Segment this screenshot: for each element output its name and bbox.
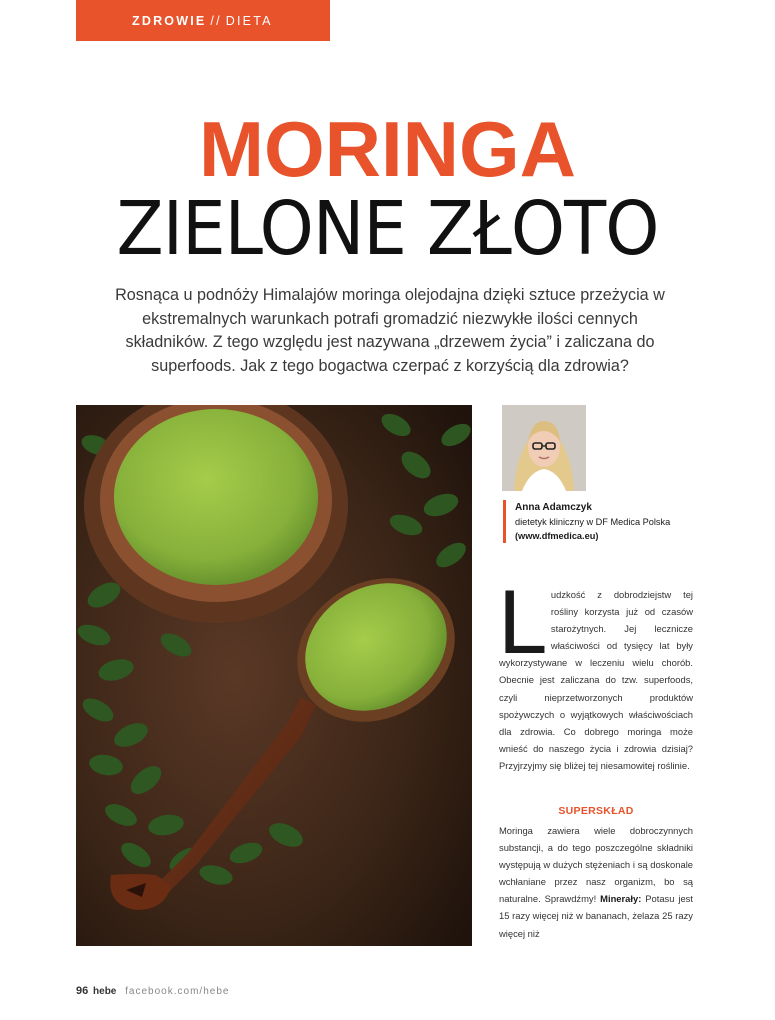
author-info <box>503 500 715 543</box>
author-website: (www.dfmedica.eu) <box>515 531 599 541</box>
article-section <box>499 822 693 942</box>
category-sub: DIETA <box>225 13 273 28</box>
page-footer <box>76 985 229 997</box>
category-banner <box>76 0 330 41</box>
moringa-photo <box>76 405 472 946</box>
dropcap-letter: L <box>497 574 545 674</box>
moringa-powder-illustration <box>76 405 472 946</box>
section-heading: SUPERSKŁAD <box>558 805 634 817</box>
lead-paragraph: Rosnąca u podnóży Himalajów moringa olejodajna dzięki sztuce przeżycia w ekstremalnych warunkach potrafi gromadzić niezwykłe ilości cennych składników. Z tego względu jest nazywana „drzewem życia” i zaliczana do superfoods. Jak z tego bogactwa czerpać z korzyścią dla zdrowia? <box>115 286 665 375</box>
author-photo <box>502 405 586 491</box>
page-number: 96 <box>76 985 89 997</box>
author-name: Anna Adamczyk <box>515 502 592 513</box>
minerals-text: Potasu jest 15 razy więcej niż w bananach, żelaza 25 razy więcej niż <box>499 893 693 939</box>
category-main: ZDROWIE <box>132 13 207 28</box>
article-intro <box>497 574 693 774</box>
author-role: dietetyk kliniczny w DF Medica Polska <box>515 517 671 527</box>
section-text: Moringa zawiera wiele dobroczynnych substancji, a do tego poszczególne składniki występują w dużych stężeniach i są doskonale wchłaniane przez nasz organizm, bo są naturalne. Sprawdźmy! <box>499 825 693 905</box>
footer-url[interactable]: facebook.com/hebe <box>125 986 230 997</box>
minerals-label: Minerały: <box>600 893 642 905</box>
title-sub: ZIELONE ZŁOTO <box>116 186 659 272</box>
author-portrait-illustration <box>502 405 586 491</box>
title-main: MORINGA <box>199 105 576 193</box>
category-separator: // <box>210 13 222 28</box>
article-intro-text: udzkość z dobrodziejstw tej rośliny korzysta już od czasów starożytnych. Jej lecznicze właściwości od tysięcy lat były wykorzystywane w leczeniu wielu chorób. Obecnie jest zaliczana do tzw. superfoods, czyli nieprzetworzonych produktów spożywczych o wyjątkowych właściwościach dla zdrowia. Co dobrego moringa może wnieść do naszego życia i zdrowia dzisiaj? Przyjrzyjmy się bliżej tej niesamowitej roślinie. <box>499 589 693 771</box>
footer-brand: hebe <box>93 986 117 997</box>
